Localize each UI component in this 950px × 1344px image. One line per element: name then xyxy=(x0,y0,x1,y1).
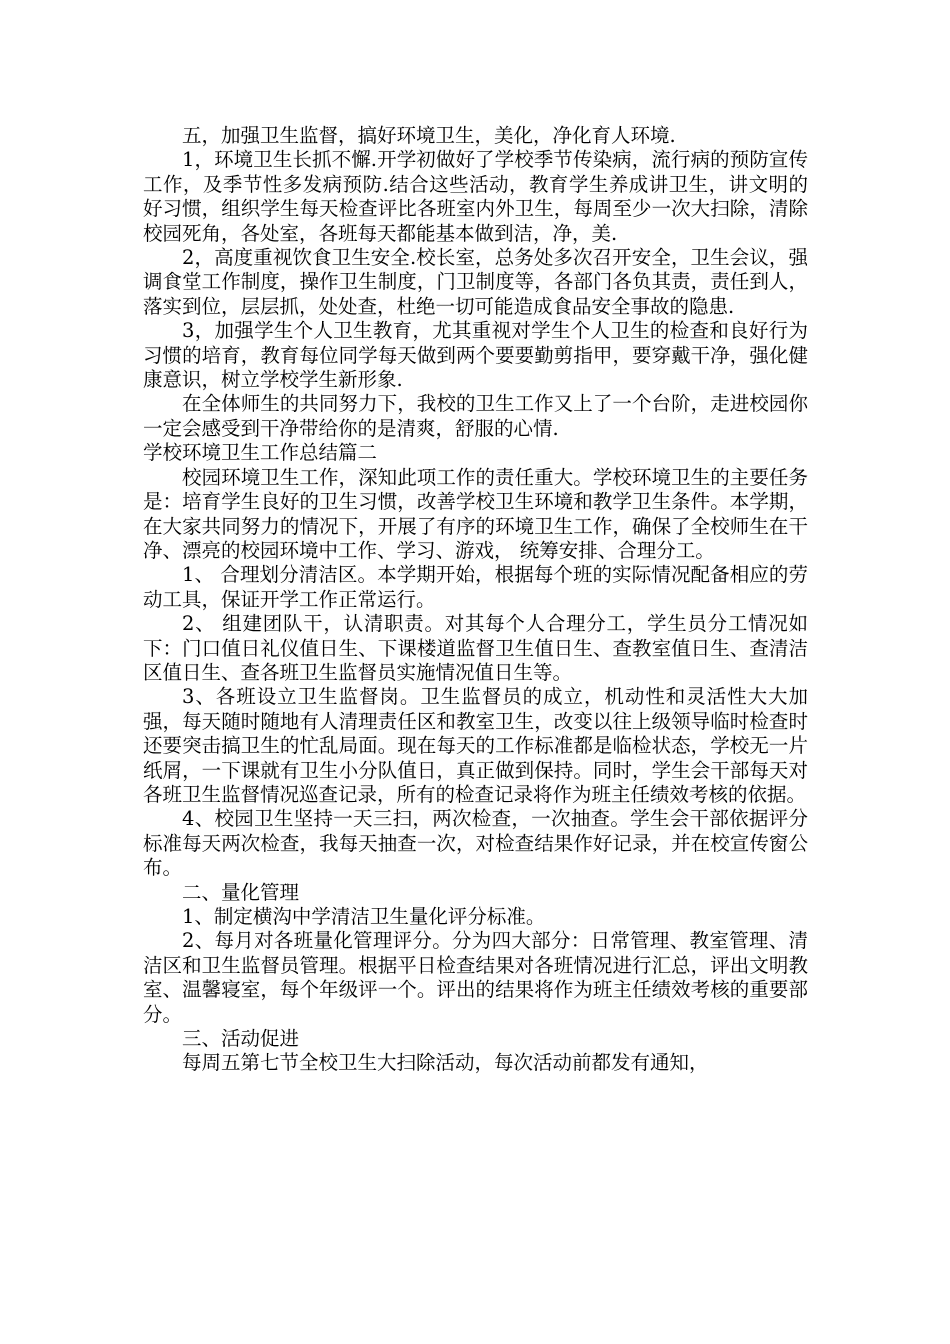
paragraph-intro: 校园环境卫生工作，深知此项工作的责任重大。学校环境卫生的主要任务是：培育学生良好的卫生习惯，改善学校卫生环境和教学卫生条件。本学期，在大家共同努力的情况下，开展了有序的环境卫生工作，确保了全校师生在干净、漂亮的校园环境中工作、学习、游戏， 统筹安排、合理分工。 xyxy=(143,465,808,562)
section-five-heading: 五，加强卫生监督，搞好环境卫生，美化，净化育人环境. xyxy=(182,124,676,147)
paragraph-weekly-cleaning: 每周五第七节全校卫生大扫除活动，每次活动前都发有通知， xyxy=(182,1051,709,1075)
paragraph-item-2: 2、 组建团队干，认清职责。对其每个人合理分工，学生员分工情况如下：门口值日礼仪值日生、下课楼道监督卫生值日生、查教室值日生、查清洁区值日生、查各班卫生监督员实施情况值日生等。 xyxy=(143,612,808,684)
paragraph-item-3: 3、各班设立卫生监督岗。卫生监督员的成立，机动性和灵活性大大加强，每天随时随地有人清理责任区和教室卫生，改变以往上级领导临时检查时还要突击搞卫生的忙乱局面。现在每天的工作标准都是临检状态，学校无一片纸屑，一下课就有卫生小分队值日，真正做到保持。同时，学生会干部每天对各班卫生监督情况巡查记录，所有的检查记录将作为班主任绩效考核的依据。 xyxy=(143,685,808,806)
paragraph-environment-hygiene: 1，环境卫生长抓不懈.开学初做好了学校季节传染病，流行病的预防宣传工作，及季节性多发病预防.结合这些活动，教育学生养成讲卫生，讲文明的好习惯，组织学生每天检查评比各班室内外卫生，每周至少一次大扫除，清除校园死角，各处室，各班每天都能基本做到洁，净，美. xyxy=(143,148,808,245)
paragraph-personal-hygiene: 3，加强学生个人卫生教育，尤其重视对学生个人卫生的检查和良好行为习惯的培育，教育每位同学每天做到两个要要勤剪指甲，要穿戴干净，强化健康意识，树立学校学生新形象. xyxy=(143,319,808,392)
document-body xyxy=(143,124,808,1076)
subheading-activity-promotion: 三、活动促进 xyxy=(182,1027,300,1051)
paragraph-food-safety: 2，高度重视饮食卫生安全.校长室，总务处多次召开安全，卫生会议，强调食堂工作制度，操作卫生制度，门卫制度等，各部门各负其责，责任到人，落实到位，层层抓，处处查，杜绝一切可能造成食品安全事故的隐患. xyxy=(143,246,808,318)
section-heading: 学校环境卫生工作总结篇二 xyxy=(143,441,378,465)
paragraph-quant-item-1: 1、制定横沟中学清洁卫生量化评分标准。 xyxy=(182,905,546,928)
paragraph-item-4: 4、校园卫生坚持一天三扫，两次检查，一次抽查。学生会干部依据评分标准每天两次检查，我每天抽查一次，对检查结果作好记录，并在校宣传窗公布。 xyxy=(143,807,808,880)
paragraph-item-1: 1、 合理划分清洁区。本学期开始，根据每个班的实际情况配备相应的劳动工具，保证开学工作正常运行。 xyxy=(143,563,808,611)
subheading-quantified-management: 二、量化管理 xyxy=(182,880,300,904)
paragraph-conclusion: 在全体师生的共同努力下，我校的卫生工作又上了一个台阶，走进校园你一定会感受到干净带给你的是清爽，舒服的心情. xyxy=(143,392,808,440)
paragraph-quant-item-2: 2、每月对各班量化管理评分。分为四大部分：日常管理、教室管理、清洁区和卫生监督员管理。根据平日检查结果对各班情况进行汇总，评出文明教室、温馨寝室，每个年级评一个。评出的结果将作为班主任绩效考核的重要部分。 xyxy=(143,929,808,1026)
